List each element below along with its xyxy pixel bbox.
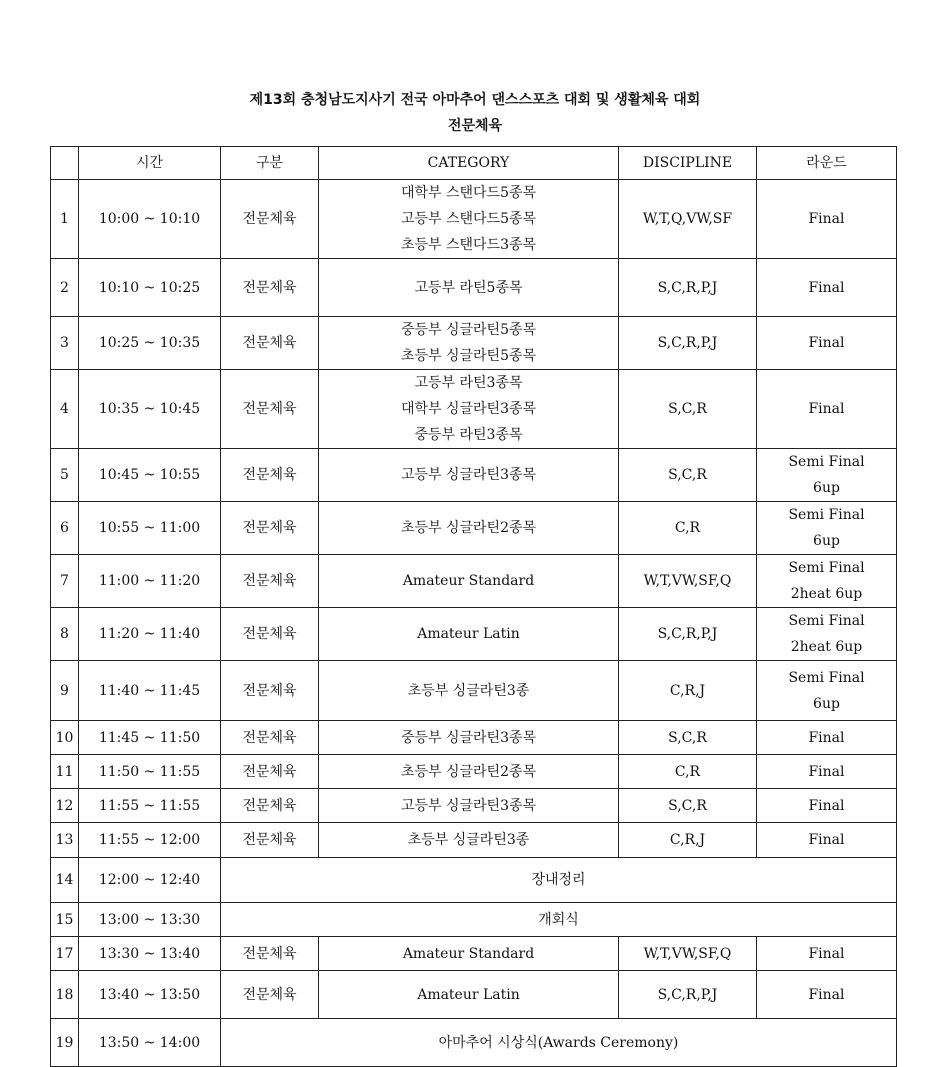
row-number: 7 bbox=[51, 555, 79, 608]
category-cell bbox=[319, 755, 619, 789]
round-cell-line: Semi Final bbox=[788, 613, 865, 629]
category-cell-line: 중등부 라틴3종목 bbox=[414, 427, 523, 443]
time-cell: 11:50 ~ 11:55 bbox=[79, 755, 221, 789]
round-cell bbox=[757, 502, 897, 555]
round-cell bbox=[757, 721, 897, 755]
merged-cell: 개회식 bbox=[221, 903, 897, 937]
round-cell-line: 6up bbox=[813, 695, 840, 712]
time-cell: 11:40 ~ 11:45 bbox=[79, 661, 221, 721]
type-cell: 전문체육 bbox=[221, 555, 319, 608]
row-number: 11 bbox=[51, 755, 79, 789]
table-row bbox=[51, 370, 897, 449]
category-cell-line: 초등부 싱글라틴3종 bbox=[407, 832, 530, 848]
category-cell-line: 초등부 싱글라틴5종목 bbox=[400, 348, 537, 364]
type-cell: 전문체육 bbox=[221, 971, 319, 1019]
header-category: CATEGORY bbox=[319, 147, 619, 180]
discipline-cell: S,C,R bbox=[619, 721, 757, 755]
round-cell bbox=[757, 608, 897, 661]
row-number: 9 bbox=[51, 661, 79, 721]
type-cell: 전문체육 bbox=[221, 661, 319, 721]
round-cell-line: Final bbox=[808, 763, 845, 780]
type-cell: 전문체육 bbox=[221, 608, 319, 661]
category-cell-line: Amateur Latin bbox=[417, 986, 520, 1003]
table-row bbox=[51, 555, 897, 608]
category-cell bbox=[319, 180, 619, 259]
time-cell: 10:45 ~ 10:55 bbox=[79, 449, 221, 502]
type-cell: 전문체육 bbox=[221, 259, 319, 317]
discipline-cell: S,C,R bbox=[619, 789, 757, 823]
round-cell-line: Final bbox=[808, 211, 845, 227]
table-row bbox=[51, 1019, 897, 1067]
category-cell bbox=[319, 555, 619, 608]
round-cell-line: Final bbox=[808, 832, 845, 848]
category-cell-line: 초등부 싱글라틴2종목 bbox=[400, 763, 537, 780]
round-cell-line: Semi Final bbox=[788, 560, 865, 576]
type-cell: 전문체육 bbox=[221, 789, 319, 823]
category-cell bbox=[319, 789, 619, 823]
round-cell bbox=[757, 555, 897, 608]
category-cell-line: 초등부 스탠다드3종목 bbox=[400, 237, 537, 253]
document-subtitle: 전문체육 bbox=[447, 118, 503, 134]
category-cell bbox=[319, 661, 619, 721]
round-cell-line: Final bbox=[808, 335, 845, 351]
header-num bbox=[51, 147, 79, 180]
time-cell: 10:25 ~ 10:35 bbox=[79, 317, 221, 370]
category-cell-line: 중등부 싱글라틴5종목 bbox=[400, 322, 537, 338]
discipline-cell: S,C,R,P,J bbox=[619, 971, 757, 1019]
time-cell: 13:50 ~ 14:00 bbox=[79, 1019, 221, 1067]
header-time: 시간 bbox=[79, 147, 221, 180]
category-cell bbox=[319, 971, 619, 1019]
category-cell bbox=[319, 259, 619, 317]
category-cell-line: 초등부 싱글라틴3종 bbox=[407, 682, 530, 699]
row-number: 10 bbox=[51, 721, 79, 755]
table-row bbox=[51, 789, 897, 823]
round-cell bbox=[757, 971, 897, 1019]
row-number: 5 bbox=[51, 449, 79, 502]
round-cell bbox=[757, 370, 897, 449]
type-cell: 전문체육 bbox=[221, 721, 319, 755]
category-cell-line: Amateur Standard bbox=[402, 945, 535, 962]
table-row bbox=[51, 937, 897, 971]
time-cell: 12:00 ~ 12:40 bbox=[79, 858, 221, 903]
time-cell: 11:00 ~ 11:20 bbox=[79, 555, 221, 608]
type-cell: 전문체육 bbox=[221, 449, 319, 502]
header-discipline: DISCIPLINE bbox=[619, 147, 757, 180]
round-cell-line: Final bbox=[808, 279, 845, 296]
type-cell: 전문체육 bbox=[221, 502, 319, 555]
row-number: 4 bbox=[51, 370, 79, 449]
category-cell bbox=[319, 721, 619, 755]
table-row bbox=[51, 502, 897, 555]
discipline-cell: W,T,VW,SF,Q bbox=[619, 555, 757, 608]
row-number: 2 bbox=[51, 259, 79, 317]
category-cell-line: 고등부 라틴5종목 bbox=[414, 279, 523, 296]
discipline-cell: C,R bbox=[619, 755, 757, 789]
category-cell bbox=[319, 502, 619, 555]
category-cell-line: 대학부 싱글라틴3종목 bbox=[400, 401, 537, 417]
round-cell-line: 6up bbox=[813, 533, 840, 549]
row-number: 19 bbox=[51, 1019, 79, 1067]
round-cell bbox=[757, 661, 897, 721]
discipline-cell: W,T,VW,SF,Q bbox=[619, 937, 757, 971]
category-cell bbox=[319, 449, 619, 502]
round-cell bbox=[757, 449, 897, 502]
time-cell: 11:55 ~ 12:00 bbox=[79, 823, 221, 858]
round-cell-line: Final bbox=[808, 401, 845, 417]
table-row bbox=[51, 823, 897, 858]
type-cell: 전문체육 bbox=[221, 180, 319, 259]
time-cell: 11:45 ~ 11:50 bbox=[79, 721, 221, 755]
table-row bbox=[51, 449, 897, 502]
row-number: 1 bbox=[51, 180, 79, 259]
category-cell-line: 초등부 싱글라틴2종목 bbox=[400, 520, 537, 536]
time-cell: 13:00 ~ 13:30 bbox=[79, 903, 221, 937]
category-cell bbox=[319, 370, 619, 449]
category-cell-line: 고등부 라틴3종목 bbox=[414, 375, 523, 391]
category-cell-line: 대학부 스탠다드5종목 bbox=[400, 185, 537, 201]
discipline-cell: S,C,R,P,J bbox=[619, 259, 757, 317]
type-cell: 전문체육 bbox=[221, 937, 319, 971]
round-cell bbox=[757, 317, 897, 370]
row-number: 14 bbox=[51, 858, 79, 903]
table-header-row bbox=[51, 147, 897, 180]
row-number: 13 bbox=[51, 823, 79, 858]
table-row bbox=[51, 971, 897, 1019]
table-row bbox=[51, 180, 897, 259]
discipline-cell: C,R,J bbox=[619, 661, 757, 721]
discipline-cell: C,R,J bbox=[619, 823, 757, 858]
round-cell bbox=[757, 823, 897, 858]
category-cell bbox=[319, 317, 619, 370]
round-cell-line: 2heat 6up bbox=[790, 639, 863, 655]
discipline-cell: S,C,R,P,J bbox=[619, 317, 757, 370]
category-cell-line: Amateur Standard bbox=[402, 573, 535, 589]
header-round: 라운드 bbox=[757, 147, 897, 180]
row-number: 15 bbox=[51, 903, 79, 937]
time-cell: 13:40 ~ 13:50 bbox=[79, 971, 221, 1019]
category-cell-line: 중등부 싱글라틴3종목 bbox=[400, 729, 537, 746]
table-row bbox=[51, 721, 897, 755]
category-cell-line: Amateur Latin bbox=[417, 626, 520, 642]
round-cell bbox=[757, 755, 897, 789]
table-row bbox=[51, 858, 897, 903]
round-cell-line: Final bbox=[808, 797, 845, 814]
category-cell bbox=[319, 608, 619, 661]
row-number: 6 bbox=[51, 502, 79, 555]
table-row bbox=[51, 259, 897, 317]
time-cell: 11:20 ~ 11:40 bbox=[79, 608, 221, 661]
merged-cell: 아마추어 시상식(Awards Ceremony) bbox=[221, 1019, 897, 1067]
discipline-cell: S,C,R,P,J bbox=[619, 608, 757, 661]
round-cell bbox=[757, 259, 897, 317]
category-cell-line: 고등부 싱글라틴3종목 bbox=[400, 467, 537, 483]
header-type: 구분 bbox=[221, 147, 319, 180]
discipline-cell: S,C,R bbox=[619, 449, 757, 502]
row-number: 3 bbox=[51, 317, 79, 370]
time-cell: 10:00 ~ 10:10 bbox=[79, 180, 221, 259]
category-cell-line: 고등부 스탠다드5종목 bbox=[400, 211, 537, 227]
category-cell-line: 고등부 싱글라틴3종목 bbox=[400, 797, 537, 814]
time-cell: 10:55 ~ 11:00 bbox=[79, 502, 221, 555]
time-cell: 11:55 ~ 11:55 bbox=[79, 789, 221, 823]
type-cell: 전문체육 bbox=[221, 317, 319, 370]
category-cell bbox=[319, 937, 619, 971]
round-cell-line: Final bbox=[808, 945, 845, 962]
table-row bbox=[51, 755, 897, 789]
row-number: 8 bbox=[51, 608, 79, 661]
round-cell-line: Final bbox=[808, 986, 845, 1003]
table-row bbox=[51, 317, 897, 370]
row-number: 12 bbox=[51, 789, 79, 823]
row-number: 18 bbox=[51, 971, 79, 1019]
document-title: 제13회 충청남도지사기 전국 아마추어 댄스스포츠 대회 및 생활체육 대회 bbox=[249, 92, 701, 108]
round-cell-line: Semi Final bbox=[788, 507, 865, 523]
table-row bbox=[51, 608, 897, 661]
schedule-table bbox=[50, 146, 897, 1067]
discipline-cell: W,T,Q,VW,SF bbox=[619, 180, 757, 259]
table-row bbox=[51, 903, 897, 937]
round-cell-line: 6up bbox=[813, 480, 840, 496]
round-cell bbox=[757, 180, 897, 259]
row-number: 17 bbox=[51, 937, 79, 971]
round-cell-line: 2heat 6up bbox=[790, 586, 863, 602]
table-row bbox=[51, 661, 897, 721]
merged-cell: 장내정리 bbox=[221, 858, 897, 903]
round-cell-line: Semi Final bbox=[788, 669, 865, 686]
time-cell: 10:35 ~ 10:45 bbox=[79, 370, 221, 449]
time-cell: 10:10 ~ 10:25 bbox=[79, 259, 221, 317]
round-cell bbox=[757, 937, 897, 971]
type-cell: 전문체육 bbox=[221, 370, 319, 449]
round-cell bbox=[757, 789, 897, 823]
discipline-cell: C,R bbox=[619, 502, 757, 555]
time-cell: 13:30 ~ 13:40 bbox=[79, 937, 221, 971]
category-cell bbox=[319, 823, 619, 858]
type-cell: 전문체육 bbox=[221, 755, 319, 789]
round-cell-line: Final bbox=[808, 729, 845, 746]
round-cell-line: Semi Final bbox=[788, 454, 865, 470]
type-cell: 전문체육 bbox=[221, 823, 319, 858]
discipline-cell: S,C,R bbox=[619, 370, 757, 449]
